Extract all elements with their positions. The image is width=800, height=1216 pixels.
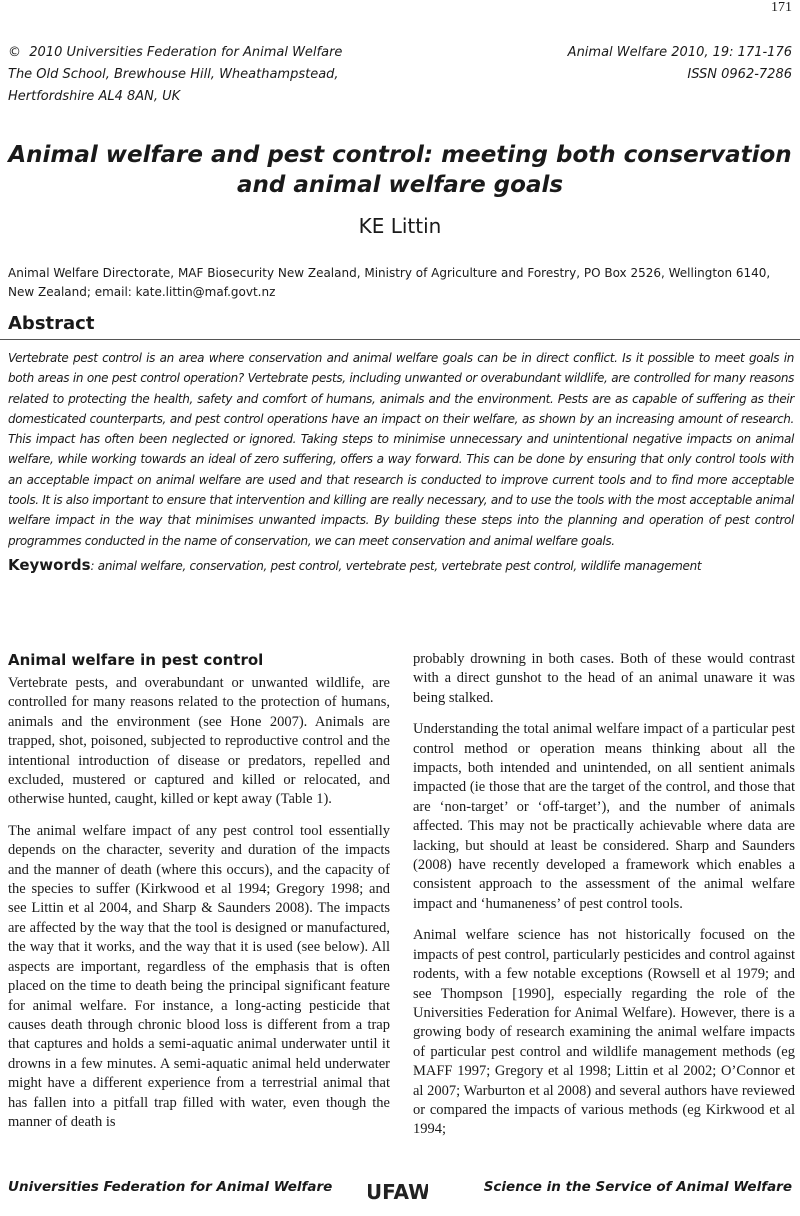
- ufaw-logo-icon: [368, 1172, 428, 1208]
- abstract-text: Vertebrate pest control is an area where conservation and animal welfare goals can be in direct conflict. Is it possible to meet goals in both areas in one pest control operation? Vertebrate pests, including unwanted or overabundant wildlife, are controlled for many reasons related to protecting the health, safety and comfort of humans, animals and the environment. Pests are as capable of suffering as their domesticated counterparts, and pest control operations have an impact on their welfare, as shown by an increasing amount of research. This impact has often been neglected or ignored. Taking steps to minimise unnecessary and unintentional negative impacts on animal welfare, while working towards an ideal of zero suffering, offers a way forward. This can be done by ensuring that only control tools with an acceptable impact on animal welfare are used and that research is conducted to improve current tools and to find more acceptable tools. It is also important to ensure that intervention and killing are really necessary, and to use the tools with the most acceptable animal welfare impact in the way that minimises unwanted impacts. By building these steps into the planning and operation of pest control programmes conducted in the name of conservation, we can meet conservation and animal welfare goals.: [8, 351, 794, 548]
- header-address-line-2: Hertfordshire AL4 8AN, UK: [8, 89, 181, 104]
- footer-publisher: Universities Federation for Animal Welfare: [8, 1179, 333, 1195]
- body-column-right: [413, 650, 795, 1152]
- article-title: Animal welfare and pest control: meeting both conservation and animal welfare goals: [8, 142, 792, 198]
- header-copyright-line: 2010 Universities Federation for Animal Welfare: [29, 45, 343, 60]
- article-author: KE Littin: [358, 214, 442, 238]
- copyright-symbol: ©: [8, 45, 21, 60]
- journal-citation: Animal Welfare 2010, 19: 171-176: [567, 45, 792, 60]
- body-paragraph: Understanding the total animal welfare impact of a particular pest control method or operation means thinking about all the impacts, both intended and unintended, on all sentient animals impacted (ie those that are the target of the control, and those that are ‘non-target’ or ‘off-target’), and the number of animals affected. This may not be practically achievable where data are lacking, but should at least be considered. Sharp and Saunders (2008) have recently developed a framework which enables a consistent approach to the assessment of the animal welfare impact and ‘humaneness’ of pest control tools.: [413, 721, 795, 912]
- section-heading: Animal welfare in pest control: [8, 651, 264, 669]
- header-address-line: The Old School, Brewhouse Hill, Wheathampstead,: [8, 67, 339, 82]
- body-paragraph: Animal welfare science has not historically focused on the impacts of pest control, particularly pesticides and control against rodents, with a few notable exceptions (Rowsell et al 1979; and see Thompson [1990], especially regarding the role of the Universities Federation for Animal Welfare). However, there is a growing body of research examining the animal welfare impacts of particular pest control and wildlife management methods (eg MAFF 1997; Gregory et al 1998; Littin et al 2002; O’Connor et al 2007; Warburton et al 2008) and several authors have reviewed or compared the impacts of various methods (eg Kirkwood et al 1994;: [413, 927, 795, 1138]
- journal-issn: ISSN 0962-7286: [687, 67, 792, 82]
- body-column-left: [8, 650, 390, 1144]
- body-paragraph: probably drowning in both cases. Both of these would contrast with a direct gunshot to the head of an animal unaware it was being stalked.: [413, 651, 795, 706]
- keywords-list: : animal welfare, conservation, pest control, vertebrate pest, vertebrate pest control, wildlife management: [90, 559, 702, 573]
- keywords-label: Keywords: [8, 556, 91, 574]
- footer-tagline: Science in the Service of Animal Welfare: [483, 1179, 792, 1195]
- body-paragraph: Vertebrate pests, and overabundant or unwanted wildlife, are controlled for many reasons related to the protection of humans, animals and the environment (see Hone 2007). Animals are trapped, shot, poisoned, subjected to reproductive control and the intentional introduction of disease or predators, repelled and excluded, mustered or captured and killed or relocated, and otherwise hunted, caught, killed or kept away (Table 1).: [8, 675, 390, 808]
- logo-text: UFAW: [368, 1180, 428, 1204]
- keywords: [8, 555, 794, 576]
- journal-header-right: [432, 42, 792, 86]
- author-affiliation: Animal Welfare Directorate, MAF Biosecurity New Zealand, Ministry of Agriculture and Forestry, PO Box 2526, Wellington 6140, New Zealand; email: kate.littin@maf.govt.nz: [8, 266, 771, 299]
- journal-header-left: [8, 42, 428, 108]
- abstract-heading: Abstract: [8, 313, 95, 334]
- body-paragraph: The animal welfare impact of any pest control tool essentially depends on the character, severity and duration of the impacts and the manner of death (where this occurs), and the capacity of the species to suffer (Kirkwood et al 1994; Gregory 1998; and see Littin et al 2004, and Sharp & Saunders 2008). The impacts are affected by the way that the tool is designed or manufactured, the way that it works, and the way that it is used (see below). All aspects are important, regardless of the emphasis that is often placed on the time to death being the principal significant feature for animal welfare. For instance, a long-acting pesticide that causes death through chronic blood loss is different from a trap that captures and holds a semi-aquatic animal underwater until it drowns in a few minutes. A semi-aquatic animal held underwater might have a different experience from a terrestrial animal that has fallen into a pitfall trap filled with water, even though the manner of death is: [8, 822, 390, 1130]
- page-number: 171: [771, 0, 792, 15]
- abstract-divider: [0, 339, 800, 340]
